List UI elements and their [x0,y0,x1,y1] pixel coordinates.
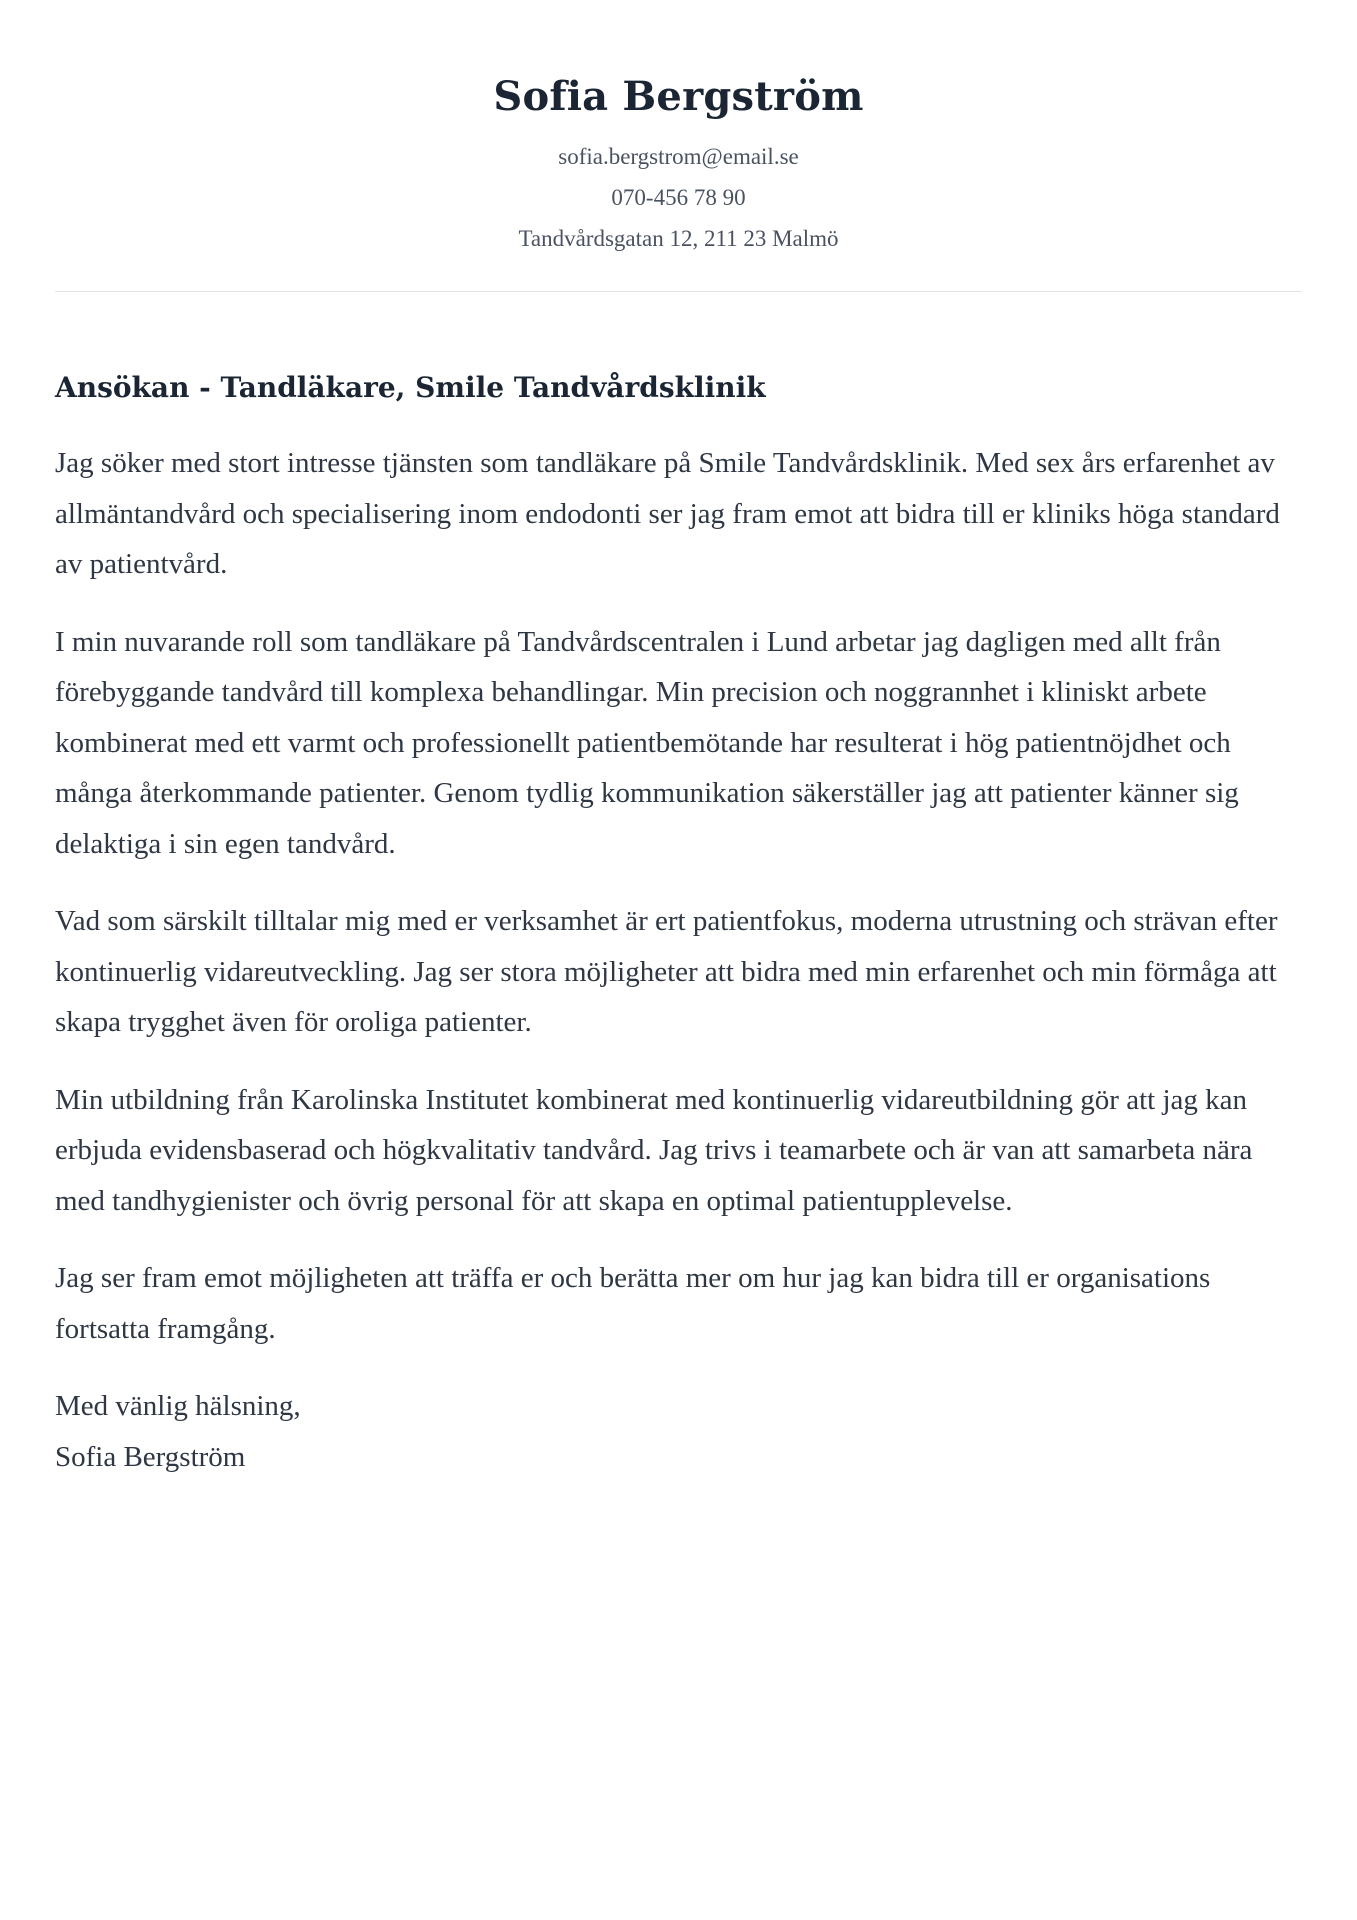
letter-header [55,0,1302,259]
contact-phone: 070-456 78 90 [611,185,746,210]
body-paragraph: Vad som särskilt tilltalar mig med er verksamhet är ert patientfokus, moderna utrustning och strävan efter kontinuerlig vidareutveckling. Jag ser stora möjligheter att bidra med min erfarenhet och min förmåga att skapa trygghet även för oroliga patienter. [55,905,1278,1039]
signature-name: Sofia Bergström [55,1440,246,1473]
body-paragraph: Min utbildning från Karolinska Institutet kombinerat med kontinuerlig vidareutbildning gör att jag kan erbjuda evidensbaserad och högkvalitativ tandvård. Jag trivs i teamarbete och är van att samarbeta nära med tandhygienister och övrig personal för att skapa en optimal patientupplevelse. [55,1083,1253,1217]
contact-address: Tandvårdsgatan 12, 211 23 Malmö [518,226,839,251]
header-divider [55,291,1302,292]
contact-email: sofia.bergstrom@email.se [558,144,799,169]
letter-subject: Ansökan - Tandläkare, Smile Tandvårdsklinik [55,371,766,404]
applicant-name: Sofia Bergström [493,73,864,120]
body-paragraph: Jag söker med stort intresse tjänsten som tandläkare på Smile Tandvårdsklinik. Med sex års erfarenhet av allmäntandvård och specialisering inom endodonti ser jag fram emot att bidra till er kliniks höga standard av patientvård. [55,447,1280,581]
letter-closing [55,1381,1302,1482]
closing-phrase: Med vänlig hälsning, [55,1390,301,1423]
body-paragraph: I min nuvarande roll som tandläkare på Tandvårdscentralen i Lund arbetar jag dagligen med allt från förebyggande tandvård till komplexa behandlingar. Min precision och noggrannhet i kliniskt arbete kombinerat med ett varmt och professionellt patientbemötande har resulterat i hög patientnöjdhet och många återkommande patienter. Genom tydlig kommunikation säkerställer jag att patienter känner sig delaktiga i sin egen tandvård. [55,625,1239,860]
letter-body [55,438,1302,1354]
body-paragraph: Jag ser fram emot möjligheten att träffa er och berätta mer om hur jag kan bidra till er organisations fortsatta framgång. [55,1262,1211,1345]
